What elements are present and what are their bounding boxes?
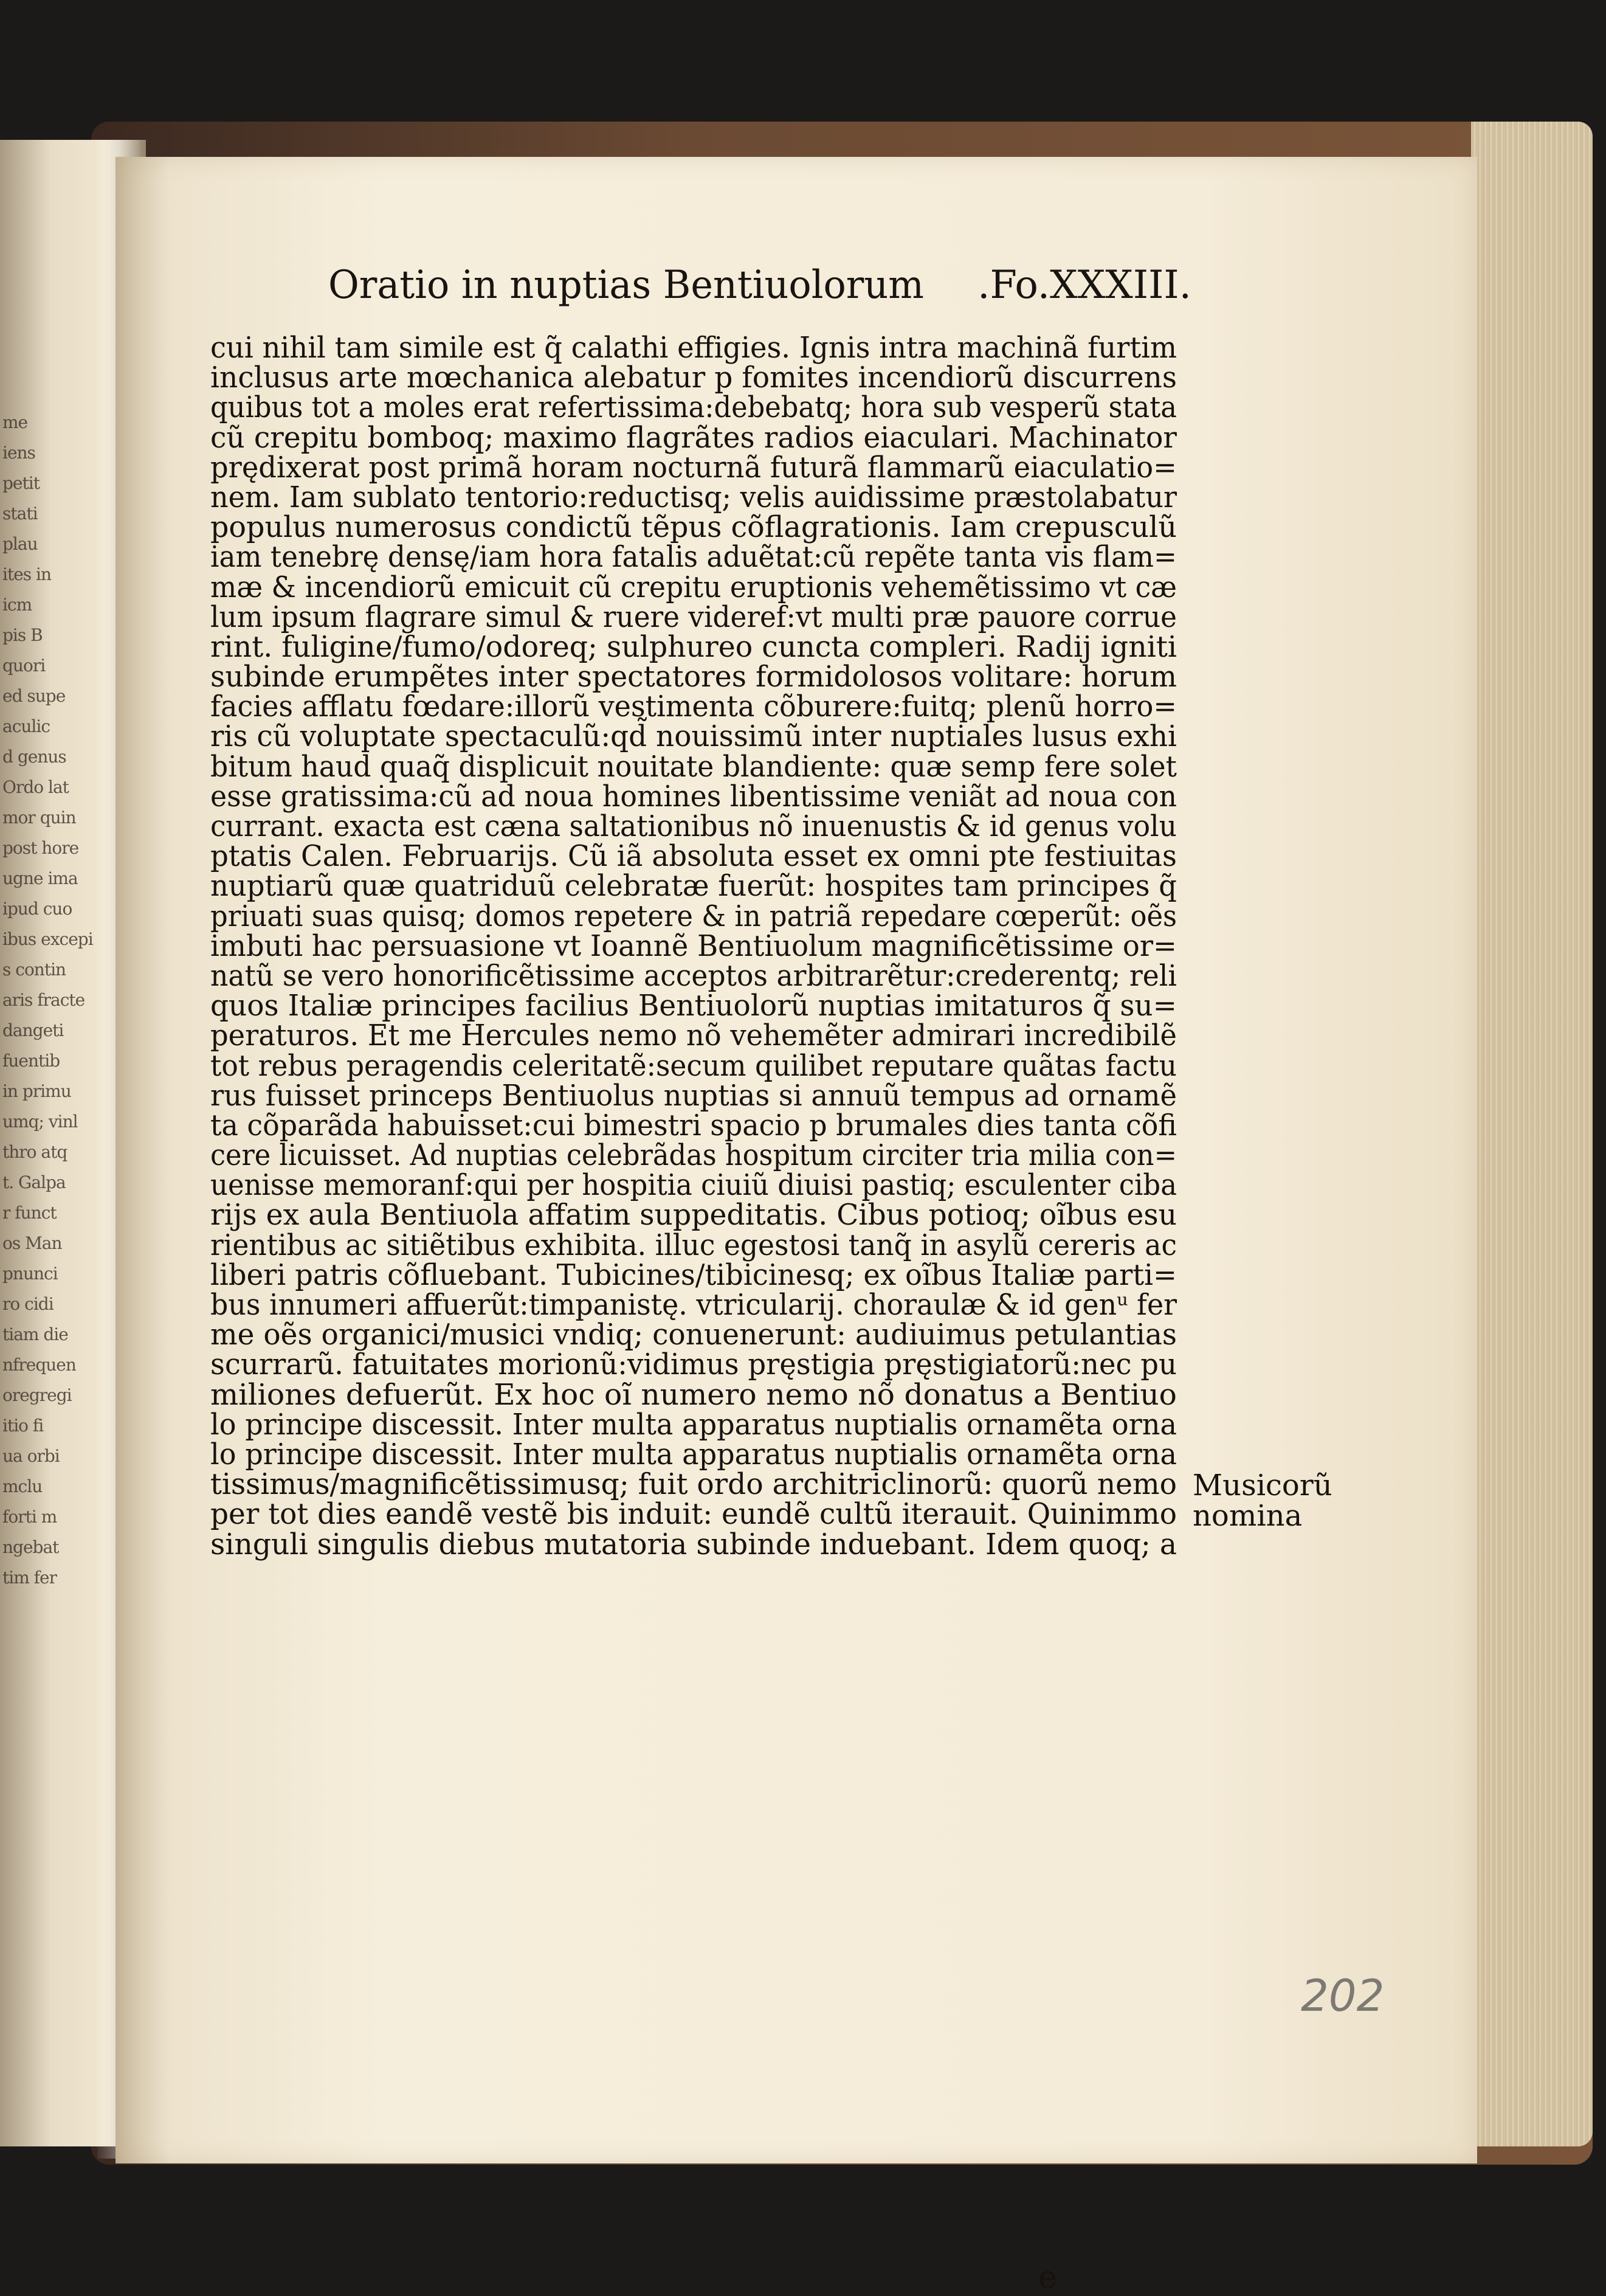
- marginal-note-line: Musicorũ: [1193, 1468, 1332, 1502]
- left-page-line: pis B: [2, 625, 43, 645]
- text-line: mæ & incendiorũ emicuit cũ crepitu eruptionis vehemẽtissimo vt cæ: [210, 570, 1177, 604]
- text-line: miliones defuerũt. Ex hoc oĩ numero nemo nõ donatus a Bentiuo: [210, 1377, 1177, 1412]
- text-line: inclusus arte mœchanica alebatur p fomites incendiorũ discurrens: [210, 361, 1177, 395]
- text-line: iam tenebrę densę/iam hora fatalis aduẽtat:cũ repẽte tanta vis flam=: [210, 540, 1177, 575]
- left-page-line: oregregi: [2, 1385, 72, 1405]
- left-page-line: pnunci: [2, 1264, 58, 1284]
- text-line: ptatis Calen. Februarijs. Cũ iã absoluta esset ex omni pte festiuitas: [210, 839, 1177, 874]
- text-line: me oẽs organici/musici vndiq; conuenerunt: audiuimus petulantias: [210, 1318, 1177, 1352]
- left-page-line: petit: [2, 473, 40, 493]
- text-line: ta cõparãda habuisset:cui bimestri spacio p brumales dies tanta cõfi: [210, 1108, 1177, 1143]
- running-header: [328, 263, 1191, 317]
- text-line: currant. exacta est cæna saltationibus nõ inuenustis & id genus volu: [210, 809, 1177, 843]
- left-page-line: ites in: [2, 564, 52, 584]
- text-line: imbuti hac persuasione vt Ioannẽ Bentiuolum magnificẽtissime or=: [210, 928, 1177, 963]
- marginal-note-line: nomina: [1193, 1499, 1303, 1533]
- text-line: lo principe discessit. Inter multa apparatus nuptialis ornamẽta orna: [210, 1407, 1177, 1442]
- left-page-line: ngebat: [2, 1537, 59, 1557]
- left-page-line: d genus: [2, 747, 66, 767]
- folio-number: .Fo.XXXIII.: [977, 263, 1191, 308]
- text-line: lum ipsum flagrare simul & ruere videref:vt multi præ pauore corrue: [210, 600, 1177, 634]
- left-page-line: ipud cuo: [2, 899, 72, 919]
- text-line: nem. Iam sublato tentorio:reductisq; velis auidissime præstolabatur: [210, 480, 1177, 514]
- left-page-line: me: [2, 412, 28, 432]
- left-page-line: t. Galpa: [2, 1172, 66, 1192]
- text-line: uenisse memoranf:qui per hospitia ciuiũ diuisi pastiq; esculenter ciba: [210, 1168, 1177, 1203]
- text-line: esse gratissima:cũ ad noua homines libentissime veniãt ad noua con: [210, 779, 1177, 814]
- text-line: natũ se vero honorificẽtissime acceptos arbitrarẽtur:crederentq; reli: [210, 958, 1177, 993]
- text-line: priuati suas quisq; domos repetere & in patriã repedare cœperũt: oẽs: [210, 899, 1177, 933]
- left-page-line: ua orbi: [2, 1446, 60, 1466]
- text-line: tissimus/magnificẽtissimusq; fuit ordo architriclinorũ: quorũ nemo: [210, 1467, 1177, 1502]
- text-line: liberi patris cõfluebant. Tubicines/tibicinesq; ex oĩbus Italiæ parti=: [210, 1257, 1177, 1292]
- text-line: subinde erumpẽtes inter spectatores formidolosos volitare: horum: [210, 660, 1177, 694]
- text-line: bus innumeri affuerũt:timpanistę. vtricularij. choraulæ & id genᵘ fer: [210, 1288, 1177, 1322]
- text-line: bitum haud quaq̃ displicuit nouitate blandiente: quæ semp fere solet: [210, 749, 1177, 784]
- left-page-line: r funct: [2, 1203, 57, 1223]
- left-page-line: icm: [2, 595, 32, 615]
- text-line: quibus tot a moles erat refertissima:debebatq; hora sub vesperũ stata: [210, 390, 1177, 425]
- left-page-line: ibus excepi: [2, 929, 93, 949]
- left-page-line: ro cidi: [2, 1294, 53, 1314]
- left-page-line: forti m: [2, 1507, 57, 1527]
- text-line: cui nihil tam simile est q̃ calathi effigies. Ignis intra machinã furtim: [210, 331, 1177, 365]
- pencil-page-number: 202: [1301, 1970, 1385, 2021]
- left-page-line: mclu: [2, 1476, 43, 1496]
- signature-mark: e: [1038, 2260, 1057, 2296]
- left-page-line: tiam die: [2, 1324, 68, 1344]
- text-line: rus fuisset princeps Bentiuolus nuptias si annuũ tempus ad ornamẽ: [210, 1078, 1177, 1113]
- left-page-line: stati: [2, 503, 38, 524]
- left-page-line: ugne ima: [2, 868, 78, 888]
- marginal-note: [1193, 1470, 1332, 1531]
- left-page-line: quori: [2, 655, 46, 676]
- text-line: singuli singulis diebus mutatoria subinde induebant. Idem quoq; a: [210, 1527, 1177, 1561]
- left-page-line: aculic: [2, 716, 50, 736]
- left-page-line: ed supe: [2, 686, 66, 706]
- text-line: rijs ex aula Bentiuola affatim suppeditatis. Cibus potioq; oĩbus esu: [210, 1198, 1177, 1233]
- left-page-line: tim fer: [2, 1568, 57, 1588]
- left-page-line: s contin: [2, 960, 66, 980]
- text-line: ris cũ voluptate spectaculũ:qd̃ nouissimũ inter nuptiales lusus exhi: [210, 719, 1177, 754]
- text-line: prędixerat post primã horam nocturnã futurã flammarũ eiaculatio=: [210, 450, 1177, 485]
- left-page-line: plau: [2, 534, 38, 554]
- text-line: cere licuisset. Ad nuptias celebrãdas hospitum circiter tria milia con=: [210, 1138, 1177, 1173]
- left-page-line: fuentib: [2, 1051, 60, 1071]
- text-line: peraturos. Et me Hercules nemo nõ vehemẽter admirari incredibilẽ: [210, 1018, 1177, 1053]
- left-page-line: umq; vinl: [2, 1112, 78, 1132]
- left-page-line: mor quin: [2, 807, 76, 828]
- text-line: quos Italiæ principes facilius Bentiuolorũ nuptias imitaturos q̃ su=: [210, 989, 1177, 1023]
- text-line: nuptiarũ quæ quatriduũ celebratæ fuerũt: hospites tam principes q̃: [210, 869, 1177, 904]
- left-page-line: nfrequen: [2, 1355, 76, 1375]
- body-text: [210, 333, 1177, 1560]
- left-page-line: itio fi: [2, 1416, 44, 1436]
- text-line: facies afflatu fœdare:illorũ vestimenta cõburere:fuitq; plenũ horro=: [210, 690, 1177, 724]
- text-line: per tot dies eandẽ vestẽ bis induit: eundẽ cultũ iterauit. Quinimmo: [210, 1497, 1177, 1532]
- text-line: rientibus ac sitiẽtibus exhibita. illuc egestosi tanq̃ in asylũ cereris ac: [210, 1228, 1177, 1262]
- left-page-line: aris fracte: [2, 990, 85, 1010]
- left-page-line: in primu: [2, 1081, 71, 1101]
- text-line: rint. fuligine/fumo/odoreq; sulphureo cuncta compleri. Radij igniti: [210, 629, 1177, 664]
- left-page-line: iens: [2, 443, 35, 463]
- text-line: cũ crepitu bomboq; maximo flagrãtes radios eiaculari. Machinator: [210, 420, 1177, 455]
- running-title: Oratio in nuptias Bentiuolorum: [328, 263, 924, 308]
- text-line: tot rebus peragendis celeritatẽ:secum quilibet reputare quãtas factu: [210, 1048, 1177, 1083]
- text-line: populus numerosus condictũ tẽpus cõflagrationis. Iam crepusculũ: [210, 510, 1177, 545]
- left-page-line: os Man: [2, 1233, 62, 1253]
- page-edges: [1471, 122, 1593, 2146]
- text-line: lo principe discessit. Inter multa apparatus nuptialis ornamẽta orna: [210, 1437, 1177, 1471]
- left-page-line: thro atq: [2, 1142, 67, 1162]
- text-line: scurrarũ. fatuitates morionũ:vidimus pręstigia pręstigiatorũ:nec pu: [210, 1347, 1177, 1382]
- left-page-line: dangeti: [2, 1020, 64, 1040]
- left-page-line: Ordo lat: [2, 777, 69, 797]
- left-page-line: post hore: [2, 838, 79, 858]
